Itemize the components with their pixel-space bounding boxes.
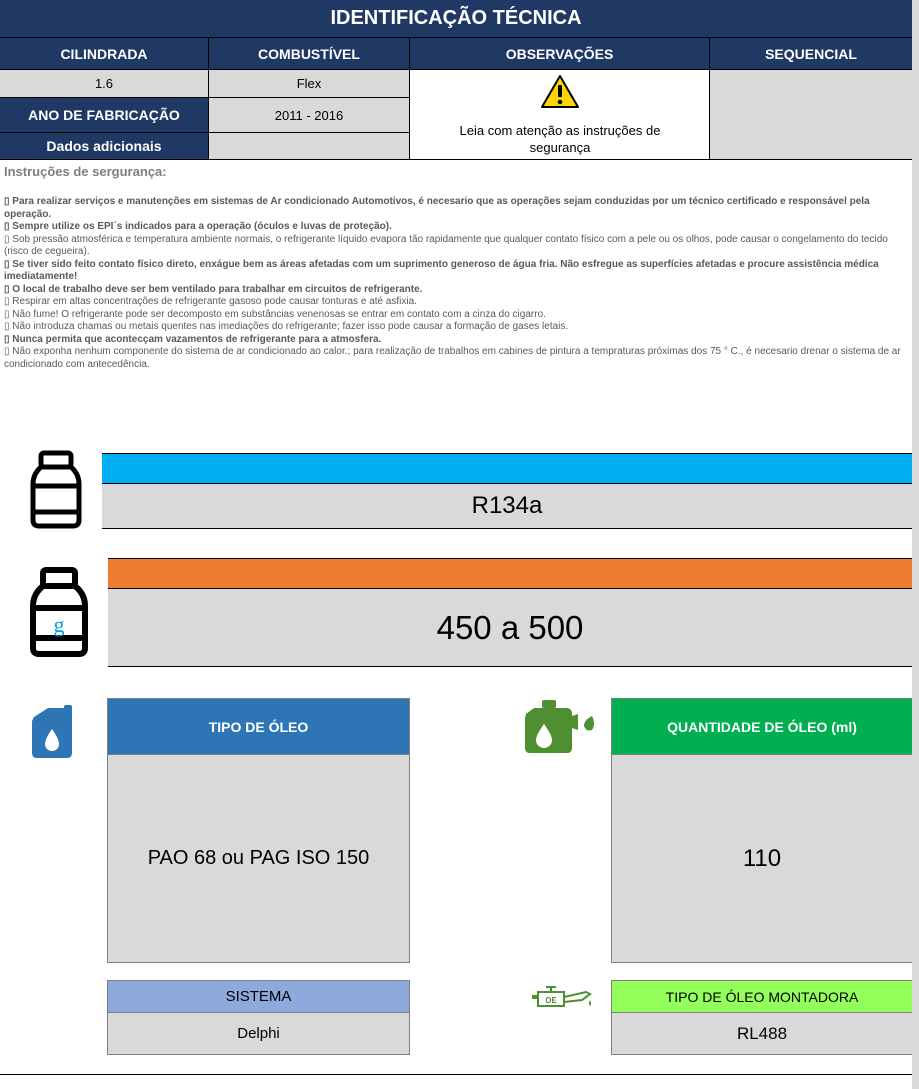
instruction-item — [4, 346, 904, 371]
oil-can-icon — [28, 705, 76, 759]
sequencial-value — [710, 70, 912, 160]
oil-quantity-icon — [520, 700, 596, 754]
observacoes-cell — [410, 70, 710, 160]
instruction-bullet: ▯ — [4, 346, 10, 357]
instruction-text: Para realizar serviços e manutenções em sistemas de Ar condicionado Automotivos, é necesario que as operações sejam conduzidas por um técnico certificado e responsável pela operação. — [4, 196, 870, 220]
oil-quantity-value: 110 — [611, 755, 912, 963]
system-value: Delphi — [107, 1013, 410, 1055]
instruction-text: Não exponha nenhum componente do sistema de ar condicionado ao calor.; para realização de trabalhos em cabines de pintura a tempraturas próximas dos 75 ° C., é necesario drenar o sistema de ar condicionado com antecedência. — [4, 346, 901, 370]
warning-icon — [540, 74, 580, 109]
instruction-bullet: ▯ — [4, 308, 10, 320]
header-observacoes: OBSERVAÇÕES — [410, 38, 710, 70]
instruction-text: Sob pressão atmosférica e temperatura ambiente normais, o refrigerante líquido evapora tão rapidamente que qualquer contato físico com a pele ou os olhos, pode causar o congelamento do tecido (risco de cegueira). — [4, 233, 888, 257]
refrigerant-quantity-bar — [108, 558, 912, 589]
refrigerant-quantity-value: 450 a 500 — [108, 589, 912, 667]
instruction-text: Sempre utilize os EPI´s indicados para a operação (óculos e luvas de proteção). — [12, 221, 392, 232]
cilindrada-value: 1.6 — [0, 70, 209, 98]
instruction-bullet: ▯ — [4, 333, 10, 345]
oil-type-header: TIPO DE ÓLEO — [107, 698, 410, 755]
instruction-item — [4, 334, 904, 347]
ano-value: 2011 - 2016 — [209, 98, 410, 133]
dados-value — [209, 133, 410, 160]
header-combustivel: COMBUSTÍVEL — [209, 38, 410, 70]
instruction-bullet: ▯ — [4, 233, 10, 245]
instruction-text: Se tiver sido feito contato físico direto, enxágue bem as áreas afetadas com um suprimento generoso de água fria. Não esfregue as superfícies afetadas e procure assistência médica imediatamente! — [4, 258, 879, 282]
instruction-item — [4, 309, 904, 322]
bottom-rule — [0, 1074, 912, 1075]
instruction-bullet: ▯ — [4, 221, 10, 232]
instruction-item — [4, 196, 904, 221]
instruction-item — [4, 296, 904, 309]
instruction-bullet: ▯ — [4, 296, 10, 307]
header-sequencial: SEQUENCIAL — [710, 38, 912, 70]
oem-oil-value: RL488 — [611, 1013, 912, 1055]
instruction-item — [4, 259, 904, 284]
header-cilindrada: CILINDRADA — [0, 38, 209, 70]
system-header: SISTEMA — [107, 980, 410, 1013]
oem-oil-header: TIPO DE ÓLEO MONTADORA — [611, 980, 912, 1013]
refrigerant-type-value: R134a — [102, 484, 912, 529]
instruction-item — [4, 221, 904, 234]
observacao-text: Leia com atenção as instruções de segurança — [459, 123, 661, 155]
svg-text:OE: OE — [545, 996, 557, 1005]
instructions-list — [4, 196, 904, 371]
combustivel-value: Flex — [209, 70, 410, 98]
instruction-item — [4, 321, 904, 334]
instruction-text: O local de trabalho deve ser bem ventilado para trabalhar em circuitos de refrigerante. — [12, 283, 423, 295]
instructions-title: Instruções de sergurança: — [4, 164, 167, 179]
refrigerant-bottle-icon — [28, 450, 84, 530]
refrigerant-quantity-icon — [28, 566, 90, 658]
refrigerant-type-bar — [102, 453, 912, 484]
instruction-item — [4, 284, 904, 297]
oil-quantity-header: QUANTIDADE DE ÓLEO (ml) — [611, 698, 912, 755]
instruction-bullet: ▯ — [4, 196, 10, 207]
instruction-text: Respirar em altas concentrações de refrigerante gasoso pode causar tonturas e até asfixia. — [12, 296, 417, 307]
instruction-item — [4, 234, 904, 259]
ano-label: ANO DE FABRICAÇÃO — [0, 98, 209, 133]
oil-type-value: PAO 68 ou PAG ISO 150 — [107, 755, 410, 963]
instruction-text: Nunca permita que acontecçam vazamentos de refrigerante para a atmosfera. — [12, 333, 382, 345]
instruction-bullet: ▯ — [4, 321, 10, 332]
dados-label: Dados adicionais — [0, 133, 209, 160]
instruction-bullet: ▯ — [4, 258, 10, 270]
instruction-bullet: ▯ — [4, 283, 10, 295]
instruction-text: Não introduza chamas ou metais quentes nas imediações do refrigerante; fazer isso pode causar a formação de gases letais. — [12, 321, 569, 332]
svg-text:g: g — [53, 612, 65, 637]
instruction-text: Não fume! O refrigerante pode ser decomposto em substâncias venenosas se entrar em contato com a cinza do cigarro. — [12, 308, 546, 320]
page-title: IDENTIFICAÇÃO TÉCNICA — [0, 0, 912, 38]
oem-oil-icon — [530, 986, 594, 1014]
